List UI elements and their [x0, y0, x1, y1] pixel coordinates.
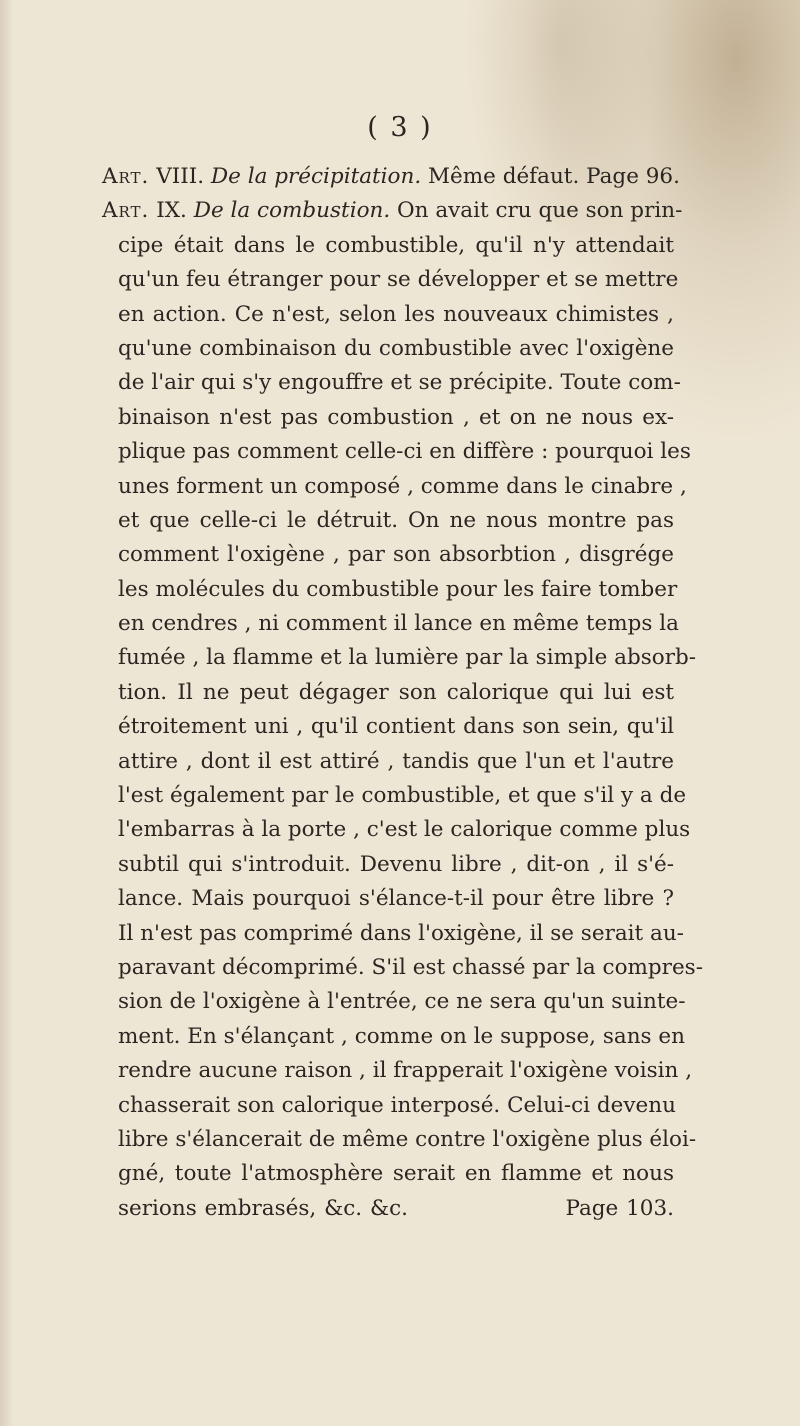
text-line: tion. Il ne peut dégager son calorique qui lui est: [118, 679, 674, 705]
text-line: plique pas comment celle-ci en diffère : pourquoi les: [118, 439, 691, 465]
article-title: De la combustion.: [193, 198, 391, 224]
text-line: qu'une combinaison du combustible avec l'oxigène: [118, 335, 674, 361]
text-line: et que celle-ci le détruit. On ne nous montre pas: [118, 507, 674, 533]
article-prefix: Art.: [102, 198, 150, 224]
article-remark: Même défaut. Page 96.: [421, 164, 680, 189]
text-line: lance. Mais pourquoi s'élance-t-il pour être libre ?: [118, 886, 674, 912]
text-line: de l'air qui s'y engouffre et se précipite. Toute com-: [118, 370, 681, 396]
text-line: ment. En s'élançant , comme on le suppose, sans en: [118, 1023, 685, 1049]
text-line-final: serions embrasés, &c. &c. Page 103.: [118, 1195, 674, 1221]
text-line: cipe était dans le combustible, qu'il n'y attendait: [118, 232, 674, 258]
article-heading-viii: [102, 160, 680, 194]
text-line: en cendres , ni comment il lance en même temps la: [118, 611, 679, 637]
text-line: l'embarras à la porte , c'est le calorique comme plus: [118, 817, 691, 843]
text-line: attire , dont il est attiré , tandis que l'un et l'autre: [118, 748, 674, 774]
text-line: en action. Ce n'est, selon les nouveaux chimistes ,: [118, 301, 674, 327]
text-line: sion de l'oxigène à l'entrée, ce ne sera qu'un suinte-: [118, 989, 686, 1015]
text-line: subtil qui s'introduit. Devenu libre , dit-on , il s'é-: [118, 851, 674, 877]
text-line: Il n'est pas comprimé dans l'oxigène, il se serait au-: [118, 920, 684, 946]
article-title: De la précipitation.: [210, 164, 422, 189]
article-remark: On avait cru que son prin-: [390, 198, 683, 224]
text-line: qu'un feu étranger pour se développer et se mettre: [118, 267, 679, 293]
text-line: binaison n'est pas combustion , et on ne nous ex-: [118, 404, 674, 430]
text-line: paravant décomprimé. S'il est chassé par la compres-: [118, 954, 703, 980]
article-number: IX.: [149, 198, 194, 224]
text-line: les molécules du combustible pour les faire tomber: [118, 576, 678, 602]
text-line: unes forment un composé , comme dans le cinabre ,: [118, 473, 687, 499]
text-line: l'est également par le combustible, et que s'il y a de: [118, 783, 687, 809]
body-text: [102, 160, 703, 1226]
text-line: libre s'élancerait de même contre l'oxigène plus éloi-: [118, 1126, 697, 1152]
article-number: VIII.: [149, 164, 211, 189]
article-heading-ix: [102, 194, 683, 228]
text-line: étroitement uni , qu'il contient dans son sein, qu'il: [118, 714, 674, 740]
text-line: fumée , la flamme et la lumière par la simple absorb-: [118, 645, 697, 671]
text-line: gné, toute l'atmosphère serait en flamme et nous: [118, 1161, 674, 1187]
text-line: comment l'oxigène , par son absorbtion , disgrége: [118, 542, 674, 568]
text-line: rendre aucune raison , il frapperait l'oxigène voisin ,: [118, 1058, 693, 1084]
page-number: ( 3 ): [367, 112, 433, 143]
text-line: chasserait son calorique interposé. Celui-ci devenu: [118, 1092, 676, 1118]
article-prefix: Art.: [102, 164, 150, 189]
